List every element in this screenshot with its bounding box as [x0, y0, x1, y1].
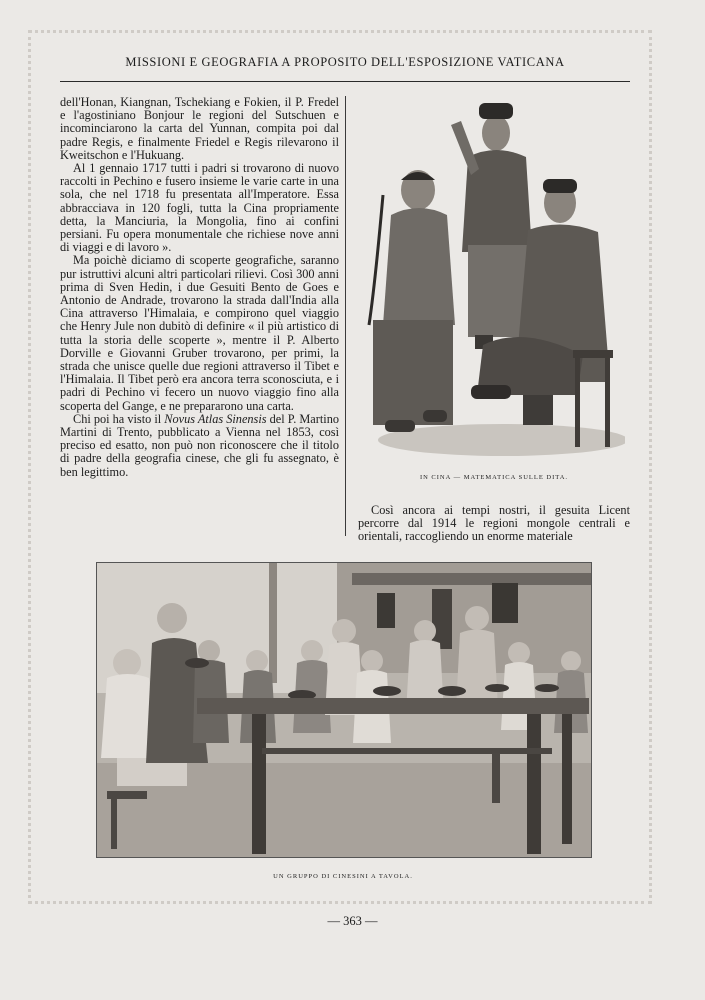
photo-finger-counting-image — [363, 95, 625, 457]
photo-children-at-table-image — [97, 563, 591, 857]
paragraph-4 — [60, 413, 339, 479]
paragraph-4-start: Chi poi ha visto il — [73, 411, 165, 426]
paragraph-1: dell'Honan, Kiangnan, Tschekiang e Fokien, il P. Fredel e l'agostiniano Bonjour le regioni del Sutschuen e incominciarono la carta del Yunnan, compita poi dal padre Regis, e finalmente Friedel e Regis rilevarono il Kweitschon e l'Hukuang. — [60, 95, 339, 162]
paragraph-3: Ma poichè diciamo di scoperte geografiche, saranno pur istruttivi alcuni altri particolari rilievi. Così 300 anni prima di Sven Hedin, i due Gesuiti Bento de Goes e Antonio de Andrade, trovarono la strada dall'India alla Cina attraverso l'Himalaia, e compirono quel viaggio che Henry Jule non dubitò di definire « il più artistico di tutta la storia delle scoperte », mentre il P. Alberto Dorville e Giovanni Gruber trovarono, per primi, la strada che unisce quelle due regioni attraverso il Tibet e l'Himalaia. Il Tibet però era ancora terra sconosciuta, e i padri di Pechino vi fecero un nuovo viaggio fino alla scoperta del Gange, e ne prepararono una carta. — [60, 253, 339, 413]
caption-finger-counting: IN CINA — MATEMATICA SULLE DITA. — [419, 474, 569, 481]
running-title: MISSIONI E GEOGRAFIA A PROPOSITO DELL'ESPOSIZIONE VATICANA — [125, 55, 565, 69]
left-text-column — [60, 96, 339, 479]
atlas-title: Novus Atlas Sinensis — [164, 411, 267, 426]
photo-children-at-table — [96, 562, 592, 858]
photo-finger-counting — [363, 95, 625, 457]
header-rule — [60, 81, 630, 82]
column-divider — [345, 96, 346, 536]
caption-children-at-table: UN GRUPPO DI CINESINI A TAVOLA. — [273, 873, 413, 880]
paragraph-2: Al 1 gennaio 1717 tutti i padri si trovarono di nuovo raccolti in Pechino e fusero insieme le varie carte in una sola, che nel 1718 fu presentata all'Imperatore. Essa abbracciava in 120 fogli, tutta la Cina propriamente detta, la Manciuria, la Mongolia, fino ai confini persiani. Fu opera monumentale che richiese nove anni di viaggi e di lavoro ». — [60, 161, 339, 255]
page-number: — 363 — — [327, 914, 378, 928]
paragraph-4-end: del P. Martino Martini di Trento, pubblicato a Vienna nel 1853, così preciso ed esatto, non può non riconoscere che il titolo di padre della geografia cinese, che gli fu assegnato, è ben legittimo. — [60, 411, 339, 479]
paragraph-licent: Così ancora ai tempi nostri, il gesuita Licent percorre dal 1914 le regioni mongole centrali e orientali, raccogliendo un enorme materiale — [358, 503, 630, 544]
right-text-column — [358, 504, 630, 544]
